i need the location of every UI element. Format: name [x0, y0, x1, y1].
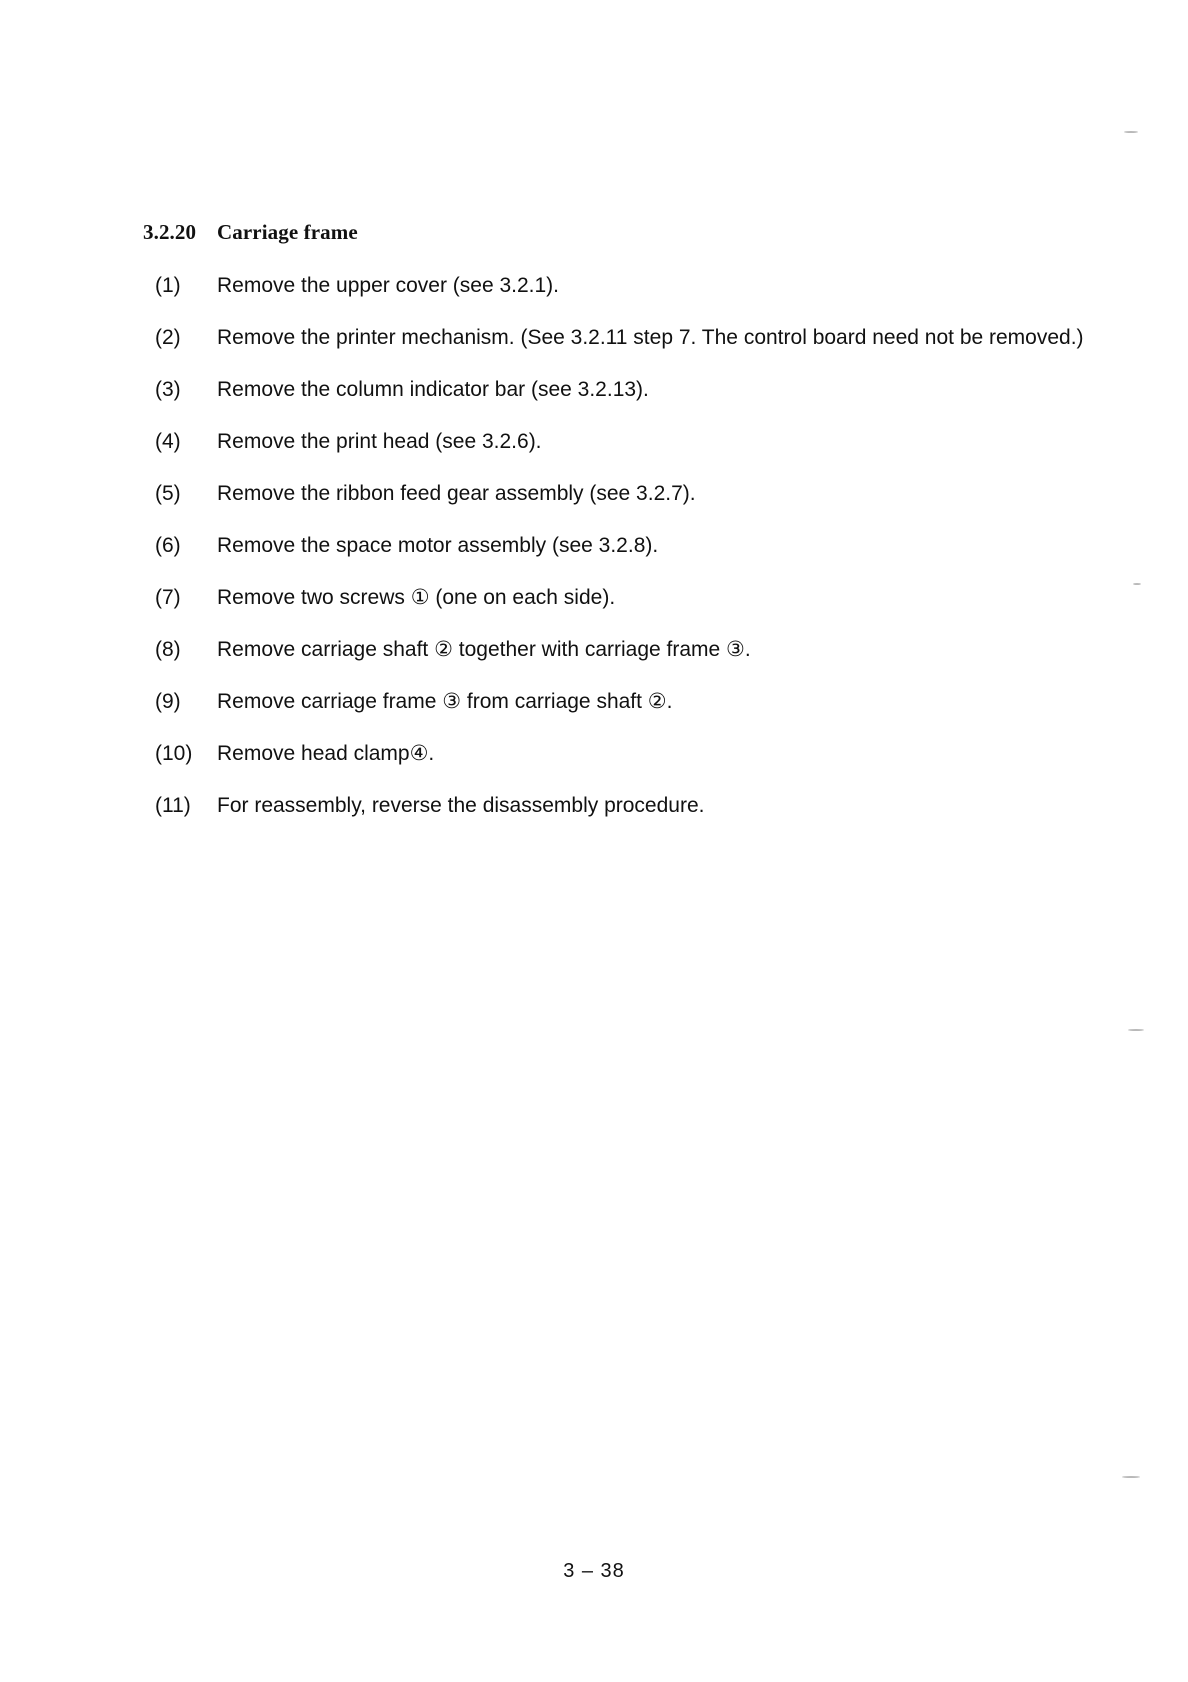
step-text: For reassembly, reverse the disassembly procedure. [217, 794, 705, 817]
step-text: Remove carriage frame ③ from carriage shaft ②. [217, 690, 673, 713]
step-number: (5) [155, 482, 181, 505]
step-6 [155, 533, 1095, 559]
step-number: (3) [155, 378, 181, 401]
page-number: 3 – 38 [563, 1560, 625, 1582]
step-number: (6) [155, 534, 181, 557]
step-7 [155, 585, 1095, 611]
step-11 [155, 793, 1095, 819]
step-text: Remove the space motor assembly (see 3.2.8). [217, 534, 659, 557]
step-text: Remove head clamp④. [217, 742, 435, 765]
step-text: Remove the column indicator bar (see 3.2.13). [217, 378, 649, 401]
step-number: (7) [155, 586, 181, 609]
section-title: Carriage frame [217, 220, 358, 244]
step-10 [155, 741, 1095, 767]
step-number: (4) [155, 430, 181, 453]
scan-speck [1122, 1476, 1140, 1478]
scan-speck [1128, 1029, 1144, 1031]
step-text: Remove the upper cover (see 3.2.1). [217, 274, 560, 297]
step-9 [155, 689, 1095, 715]
step-1 [155, 273, 1095, 299]
step-text: Remove carriage shaft ② together with carriage frame ③. [217, 638, 751, 661]
step-4 [155, 429, 1095, 455]
step-text: Remove the printer mechanism. (See 3.2.11 step 7. The control board need not be removed.) [217, 326, 1084, 349]
procedure-steps [155, 273, 1095, 845]
scan-speck [1124, 131, 1138, 133]
step-3 [155, 377, 1095, 403]
step-number: (11) [155, 794, 191, 817]
scan-speck [1133, 583, 1141, 585]
step-number: (1) [155, 274, 181, 297]
step-number: (10) [155, 742, 193, 765]
step-2 [155, 325, 1095, 351]
section-number: 3.2.20 [143, 220, 197, 244]
step-text: Remove the print head (see 3.2.6). [217, 430, 542, 453]
step-5 [155, 481, 1095, 507]
section-heading [143, 220, 358, 245]
step-number: (8) [155, 638, 181, 661]
step-number: (2) [155, 326, 181, 349]
step-text: Remove the ribbon feed gear assembly (see 3.2.7). [217, 482, 696, 505]
step-text: Remove two screws ① (one on each side). [217, 586, 616, 609]
step-number: (9) [155, 690, 181, 713]
step-8 [155, 637, 1095, 663]
